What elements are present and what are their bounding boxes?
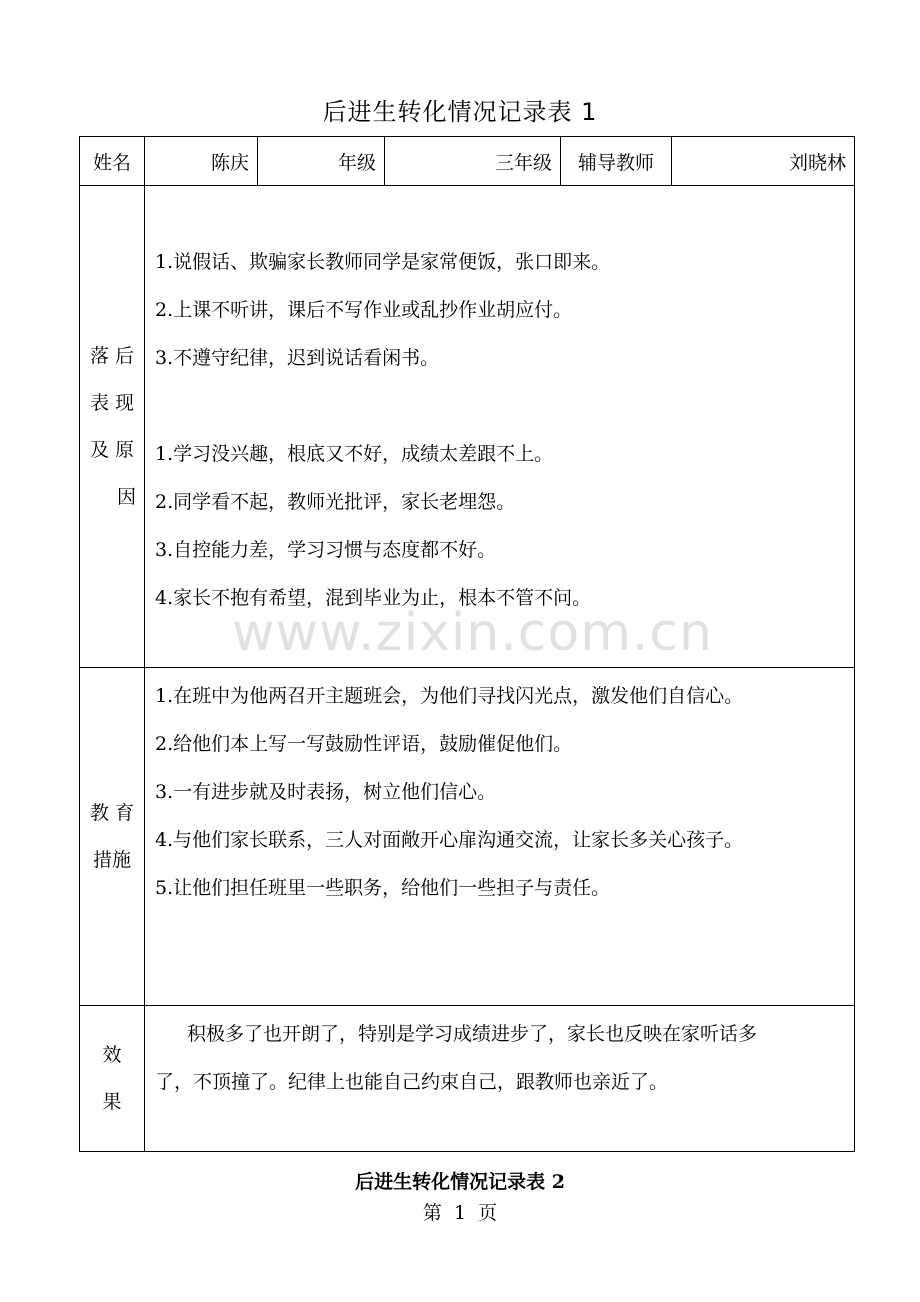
behavior-item: 2.上课不听讲，课后不写作业或乱抄作业胡应付。 xyxy=(155,299,573,321)
document-title: 后进生转化情况记录表 1 xyxy=(322,98,598,126)
behind-label-line: 因 xyxy=(116,485,136,508)
grade-label: 年级 xyxy=(258,137,385,186)
behind-content xyxy=(145,186,855,668)
effect-label xyxy=(80,1006,145,1152)
behind-label-line: 及 原 xyxy=(89,438,135,461)
reason-item: 1.学习没兴趣，根底又不好，成绩太差跟不上。 xyxy=(155,443,554,465)
header-row xyxy=(80,137,855,186)
behavior-item: 1.说假话、欺骗家长教师同学是家常便饭，张口即来。 xyxy=(155,251,611,273)
effect-line: 积极多了也开朗了，特别是学习成绩进步了，家长也反映在家听话多 xyxy=(187,1023,758,1045)
effect-line: 了，不顶撞了。纪律上也能自己约束自己，跟教师也亲近了。 xyxy=(155,1071,669,1093)
behind-label-line: 表 现 xyxy=(89,391,135,414)
measure-item: 3.一有进步就及时表扬，树立他们信心。 xyxy=(155,781,497,803)
watermark: www.zixin.com.cn xyxy=(232,603,713,663)
teacher-value: 刘晓林 xyxy=(672,137,855,186)
grade-value: 三年级 xyxy=(385,137,561,186)
effect-label-line: 果 xyxy=(102,1090,122,1113)
behind-label xyxy=(80,186,145,668)
teacher-label: 辅导教师 xyxy=(561,137,672,186)
measure-item: 4.与他们家长联系，三人对面敞开心扉沟通交流，让家长多关心孩子。 xyxy=(155,829,744,851)
behind-label-line: 落 后 xyxy=(89,344,135,367)
effect-label-line: 效 xyxy=(102,1043,122,1066)
effect-content xyxy=(145,1006,855,1152)
measures-label xyxy=(80,668,145,1006)
effect-row xyxy=(80,1006,855,1152)
reason-item: 4.家长不抱有希望，混到毕业为止，根本不管不问。 xyxy=(155,587,592,609)
reason-item: 3.自控能力差，学习习惯与态度都不好。 xyxy=(155,539,497,561)
name-label: 姓名 xyxy=(80,137,145,186)
measure-item: 5.让他们担任班里一些职务，给他们一些担子与责任。 xyxy=(155,877,611,899)
behind-row xyxy=(80,186,855,668)
behavior-item: 3.不遵守纪律，迟到说话看闲书。 xyxy=(155,347,440,369)
reason-item: 2.同学看不起，教师光批评，家长老埋怨。 xyxy=(155,491,516,513)
measures-label-line: 教 育 xyxy=(89,801,135,824)
name-value: 陈庆 xyxy=(145,137,258,186)
measures-label-line: 措施 xyxy=(92,848,131,871)
measures-row xyxy=(80,668,855,1006)
page-number: 第 1 页 xyxy=(422,1202,498,1224)
measure-item: 1.在班中为他两召开主题班会，为他们寻找闪光点，激发他们自信心。 xyxy=(155,685,744,707)
next-table-title: 后进生转化情况记录表 2 xyxy=(355,1171,565,1193)
measure-item: 2.给他们本上写一写鼓励性评语，鼓励催促他们。 xyxy=(155,733,573,755)
measures-content xyxy=(145,668,855,1006)
